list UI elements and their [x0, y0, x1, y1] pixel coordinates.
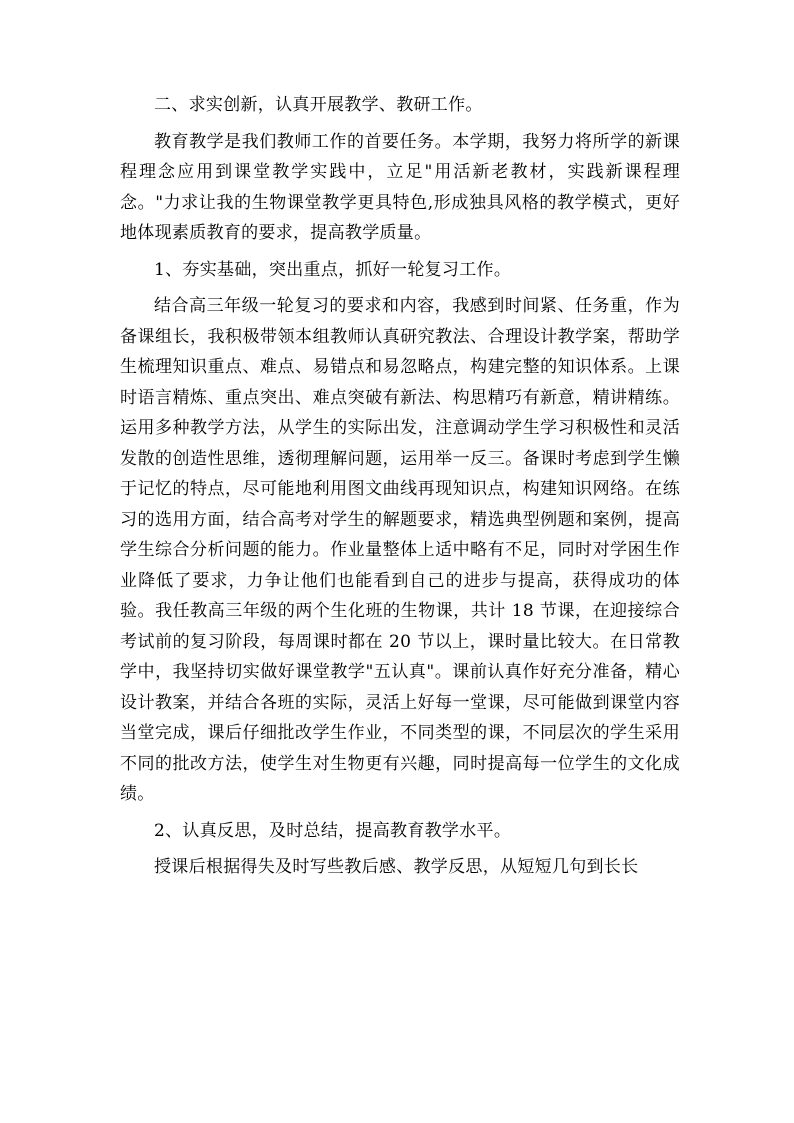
- intro-paragraph: 教育教学是我们教师工作的首要任务。本学期，我努力将所学的新课程理念应用到课堂教学实践中，立足"用活新老教材，实践新课程理念。"力求让我的生物课堂教学更具特色,形成独具风格的教学模式，更好地体现素质教育的要求，提高教学质量。: [120, 131, 680, 243]
- subheading-one: 1、夯实基础，突出重点，抓好一轮复习工作。: [154, 259, 512, 280]
- paragraph-one: 结合高三年级一轮复习的要求和内容，我感到时间紧、任务重，作为备课组长，我积极带领本组教师认真研究教法、合理设计教学案，帮助学生梳理知识重点、难点、易错点和易忽略点，构建完整的知识体系。上课时语言精炼、重点突出、难点突破有新法、构思精巧有新意，精讲精练。运用多种教学方法，从学生的实际出发，注意调动学生学习积极性和灵活发散的创造性思维，透彻理解问题，运用举一反三。备课时考虑到学生懒于记忆的特点，尽可能地利用图文曲线再现知识点，构建知识网络。在练习的选用方面，结合高考对学生的解题要求，精选典型例题和案例，提高学生综合分析问题的能力。作业量整体上适中略有不足，同时对学困生作业降低了要求，力争让他们也能看到自己的进步与提高，获得成功的体验。我任教高三年级的两个生化班的生物课，共计 18 节课，在迎接综合考试前的复习阶段，每周课时都在 20 节以上，课时量比较大。在日常教学中，我坚持切实做好课堂教学"五认真"。课前认真作好充分准备，精心设计教案，并结合各班的实际，灵活上好每一堂课，尽可能做到课堂内容当堂完成，课后仔细批改学生作业，不同类型的课，不同层次的学生采用不同的批改方法，使学生对生物更有兴趣，同时提高每一位学生的文化成绩。: [120, 296, 680, 804]
- subheading-two: 2、认真反思，及时总结，提高教育教学水平。: [154, 820, 512, 841]
- section-heading: 二、求实创新，认真开展教学、教研工作。: [154, 95, 483, 115]
- document-page: [120, 90, 680, 883]
- paragraph-two: 授课后根据得失及时写些教后感、教学反思，从短短几句到长长: [154, 857, 639, 877]
